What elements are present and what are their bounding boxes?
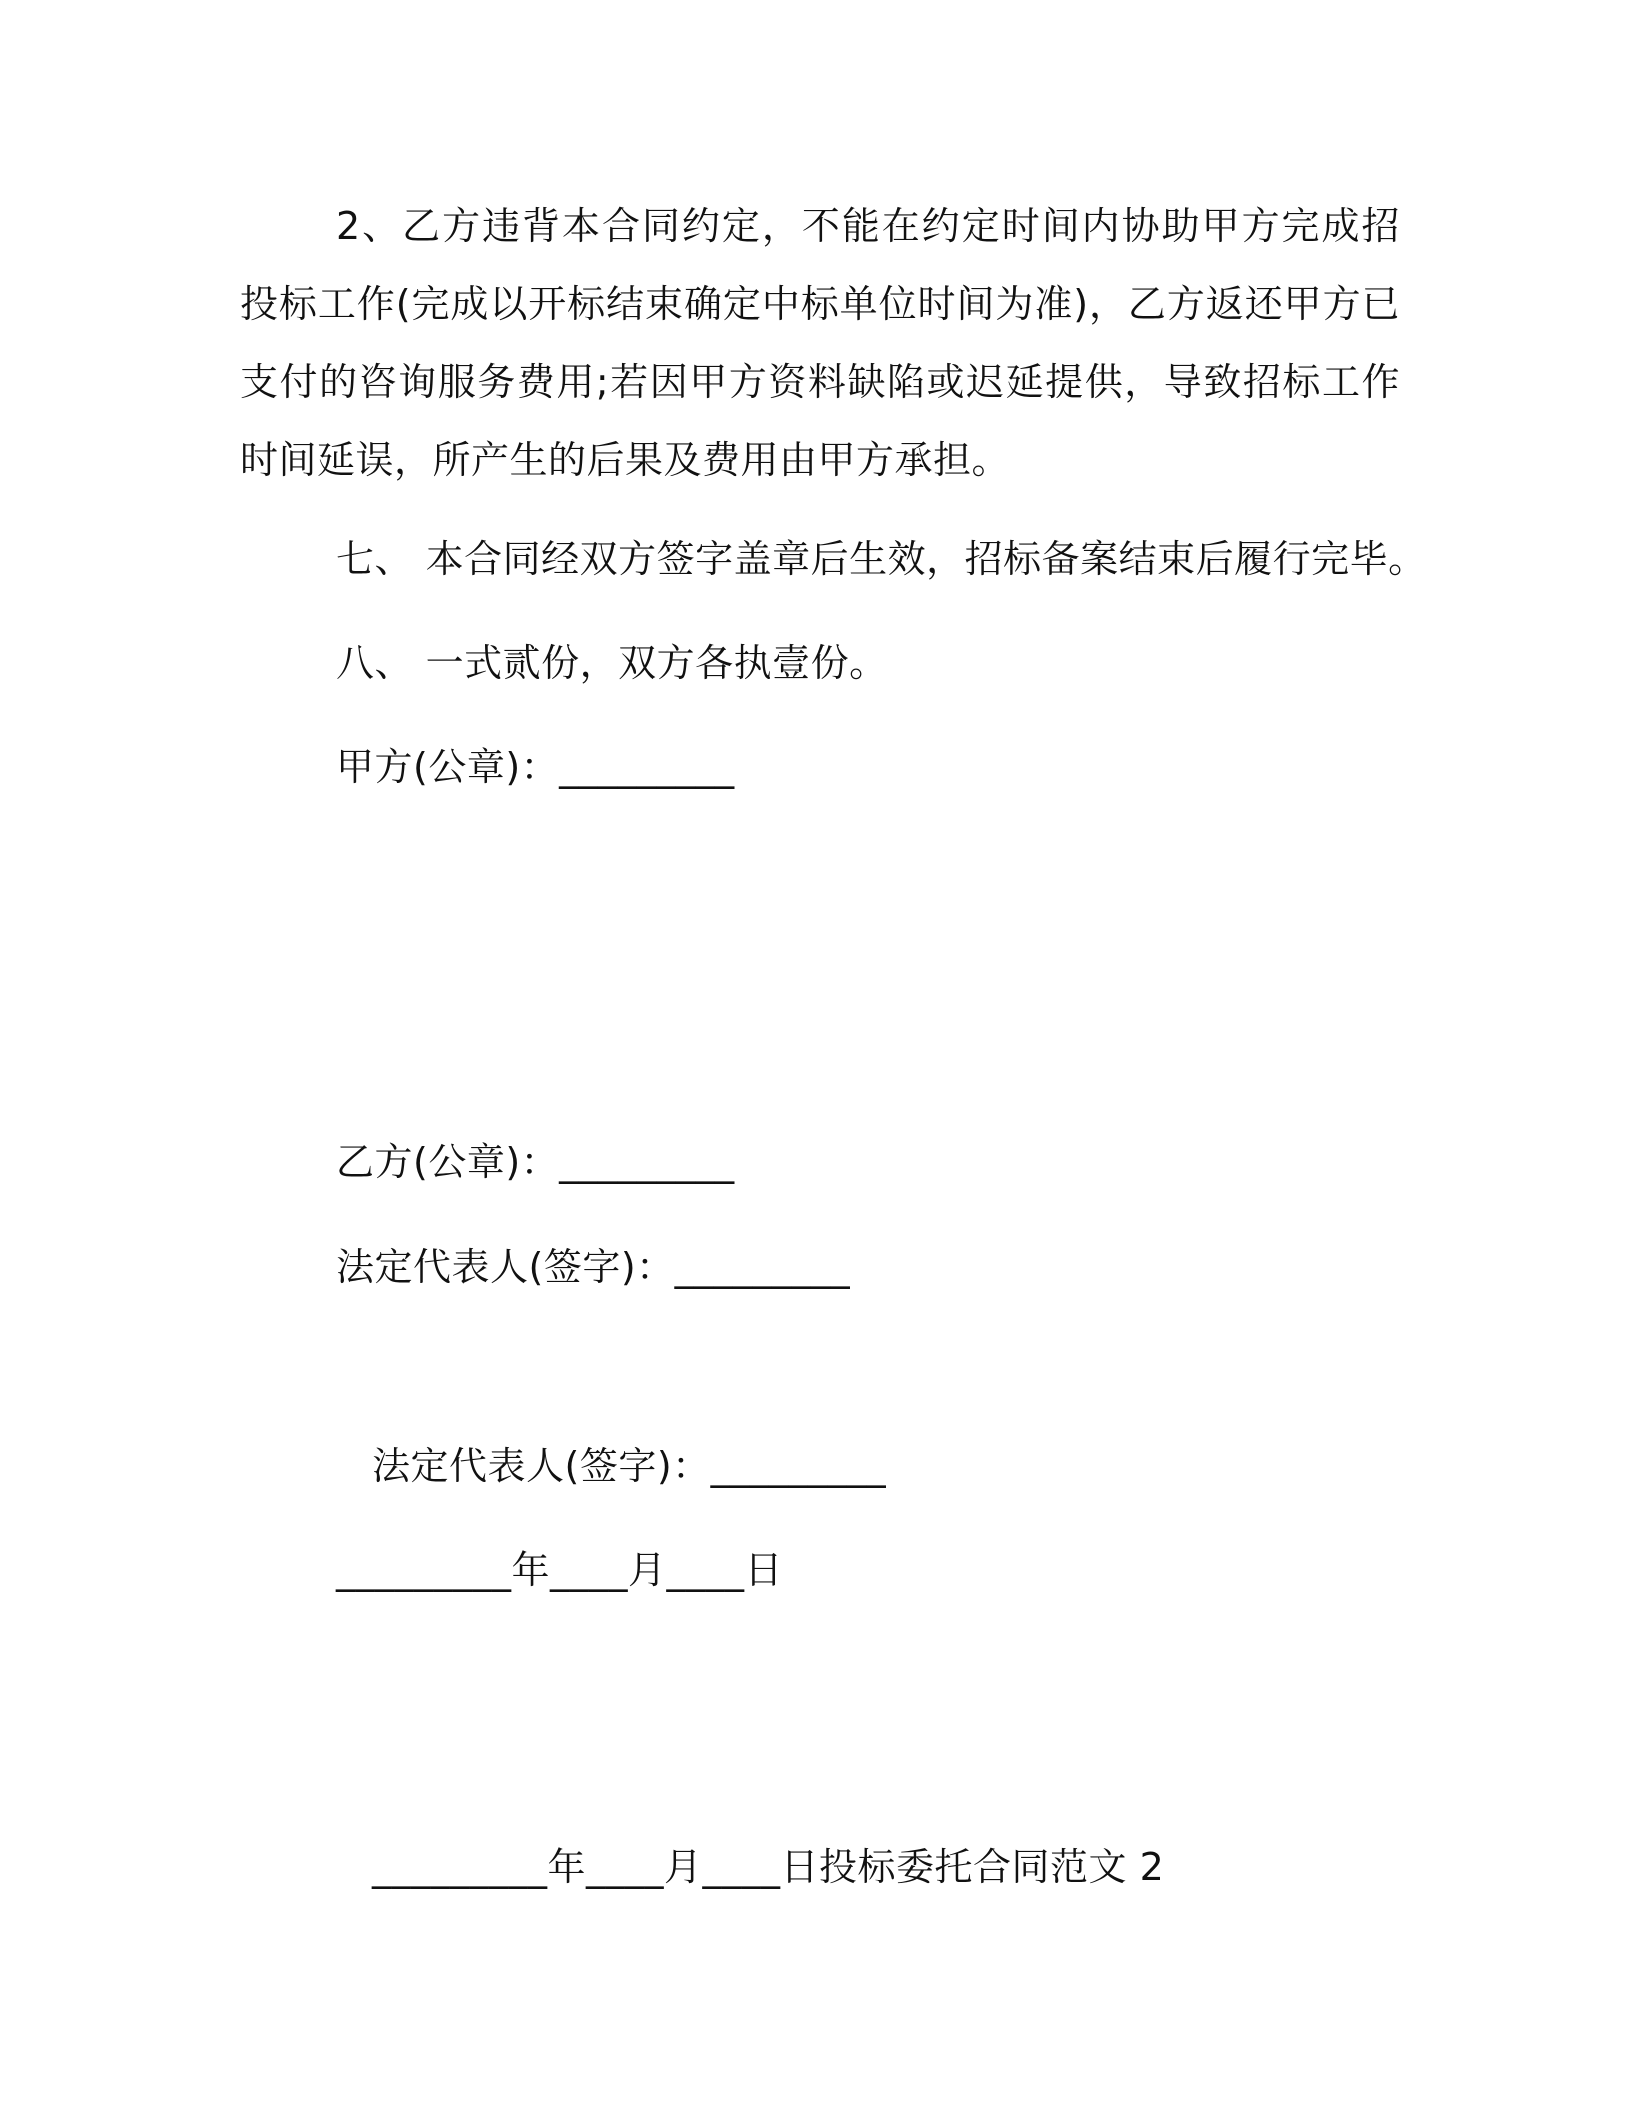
clause-7: 七、 本合同经双方签字盖章后生效，招标备案结束后履行完毕。: [336, 537, 1427, 581]
date-line-with-title: _________年____月____日投标委托合同范文 2: [372, 1845, 1165, 1889]
clause-8: 八、 一式贰份，双方各执壹份。: [336, 641, 888, 685]
paragraph-2-text: 2、乙方违背本合同约定，不能在约定时间内协助甲方完成招投标工作(完成以开标结束确定中标单位时间为准)，乙方返还甲方已支付的咨询服务费用;若因甲方资料缺陷或迟延提供，导致招标工作时间延误，所产生的后果及费用由甲方承担。: [240, 204, 1400, 482]
party-b-seal-line: 乙方(公章)：_________: [336, 1140, 735, 1184]
legal-rep-signature-line-2: 法定代表人(签字)：_________: [372, 1444, 887, 1488]
paragraph-2: [240, 187, 1400, 499]
legal-rep-signature-line: 法定代表人(签字)：_________: [336, 1245, 851, 1289]
date-line: _________年____月____日: [336, 1548, 784, 1592]
party-a-seal-line: 甲方(公章)：_________: [336, 745, 735, 789]
